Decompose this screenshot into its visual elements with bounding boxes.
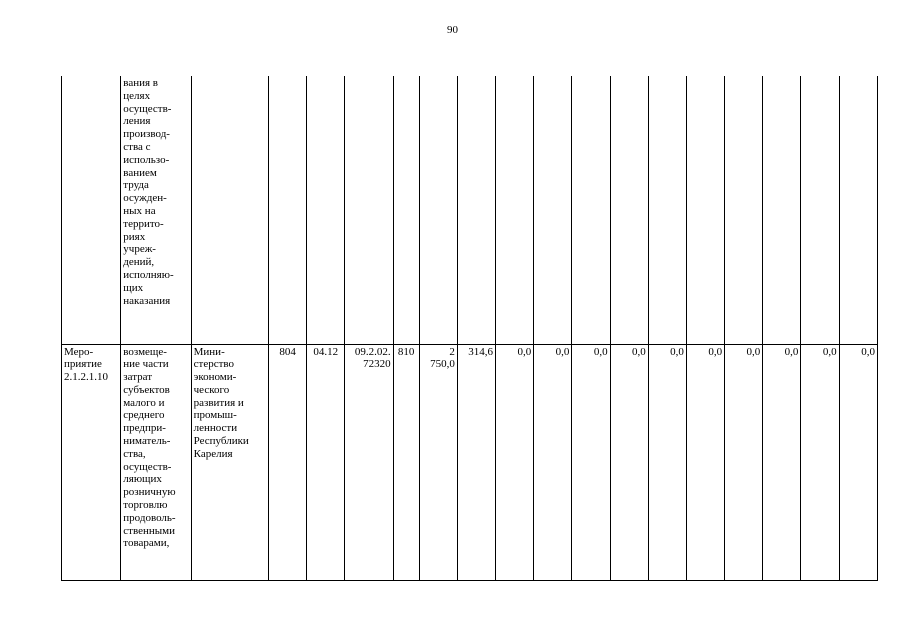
cell-text-line: стерство — [193, 358, 235, 371]
cell-text-line: ляющих — [123, 473, 162, 486]
cell-text-line: торговлю — [123, 499, 168, 512]
cell-value-2027: 314,6 — [457, 344, 495, 580]
cell-text-line: 750,0 — [430, 358, 455, 371]
cell-text-line: осужден- — [123, 192, 167, 205]
cell-value: 0,0 — [801, 344, 839, 580]
cell-text-line: Республики — [193, 435, 249, 448]
cell-text-line: 2 — [449, 345, 455, 358]
cell-value — [572, 76, 610, 344]
table-row — [62, 76, 878, 344]
cell-text-line: дений, — [123, 256, 155, 269]
cell-text-line: ления — [123, 115, 151, 128]
cell-text-line: ных на — [123, 204, 156, 217]
cell-executor — [191, 344, 268, 580]
cell-value — [839, 76, 877, 344]
cell-csr — [345, 344, 393, 580]
cell-value — [763, 76, 801, 344]
cell-text-line: ства с — [123, 140, 151, 153]
cell-text-line: предпри- — [123, 422, 166, 435]
cell-value — [457, 76, 495, 344]
cell-text-line: целях — [123, 89, 151, 102]
cell-text-line: использо- — [123, 153, 170, 166]
cell-text-line: террито- — [123, 217, 164, 230]
cell-text-line: наказания — [123, 294, 171, 307]
cell-value: 0,0 — [610, 344, 648, 580]
budget-table — [61, 76, 878, 581]
cell-text-line: ниматель- — [123, 435, 171, 448]
cell-text-line: ства, — [123, 447, 146, 460]
cell-text-line: затрат — [123, 371, 153, 384]
cell-executor — [191, 76, 268, 344]
cell-text-line: приятие — [64, 358, 102, 371]
cell-text-line: ческого — [193, 383, 230, 396]
cell-text-line: риях — [123, 230, 146, 243]
page-number: 90 — [447, 24, 458, 36]
cell-measure-id — [62, 344, 121, 580]
cell-text-line: ственными — [123, 524, 175, 537]
table-row — [62, 344, 878, 580]
cell-value: 0,0 — [686, 344, 724, 580]
cell-value: 0,0 — [839, 344, 877, 580]
cell-value — [534, 76, 572, 344]
cell-value: 0,0 — [648, 344, 686, 580]
cell-measure-name — [121, 76, 191, 344]
cell-vr — [393, 76, 419, 344]
cell-value — [648, 76, 686, 344]
cell-value: 0,0 — [572, 344, 610, 580]
cell-value: 0,0 — [725, 344, 763, 580]
cell-text-line: осуществ- — [123, 460, 172, 473]
cell-text-line: товарами, — [123, 537, 170, 550]
cell-text-line: производ- — [123, 128, 170, 141]
cell-text-line: осуществ- — [123, 102, 172, 115]
cell-value — [419, 76, 457, 344]
cell-value — [686, 76, 724, 344]
cell-text-line: Меро- — [64, 345, 94, 358]
cell-rzpr — [307, 76, 345, 344]
cell-text-line: Мини- — [193, 345, 225, 358]
cell-value-2026 — [419, 344, 457, 580]
cell-text-line: 2.1.2.1.10 — [64, 371, 108, 384]
cell-text-line: промыш- — [193, 409, 237, 422]
cell-text-line: развития и — [193, 396, 244, 409]
cell-text-line: Карелия — [193, 447, 233, 460]
cell-text-line: 72320 — [363, 358, 391, 371]
cell-text-line: малого и — [123, 396, 165, 409]
cell-text-line: ние части — [123, 358, 169, 371]
cell-text-line: продоволь- — [123, 511, 176, 524]
cell-text-line: 09.2.02. — [354, 345, 391, 358]
cell-measure-id — [62, 76, 121, 344]
cell-value — [801, 76, 839, 344]
cell-text-line: труда — [123, 179, 149, 192]
cell-text-line: исполняю- — [123, 268, 174, 281]
cell-text-line: ванием — [123, 166, 157, 179]
cell-value — [725, 76, 763, 344]
cell-value: 0,0 — [763, 344, 801, 580]
cell-text-line: субъектов — [123, 383, 170, 396]
cell-text-line: экономи- — [193, 371, 237, 384]
cell-grbs — [269, 76, 307, 344]
cell-text-line: учреж- — [123, 243, 156, 256]
cell-value: 0,0 — [534, 344, 572, 580]
cell-text-line: щих — [123, 281, 144, 294]
cell-text-line: среднего — [123, 409, 165, 422]
cell-csr — [345, 76, 393, 344]
cell-measure-name — [121, 344, 191, 580]
cell-value: 0,0 — [496, 344, 534, 580]
cell-value — [610, 76, 648, 344]
cell-text-line: возмеще- — [123, 345, 167, 358]
cell-rzpr: 04.12 — [307, 344, 345, 580]
cell-text-line: вания в — [123, 77, 158, 89]
cell-value — [496, 76, 534, 344]
cell-vr: 810 — [393, 344, 419, 580]
cell-text-line: ленности — [193, 422, 238, 435]
cell-grbs: 804 — [269, 344, 307, 580]
cell-text-line: розничную — [123, 486, 176, 499]
